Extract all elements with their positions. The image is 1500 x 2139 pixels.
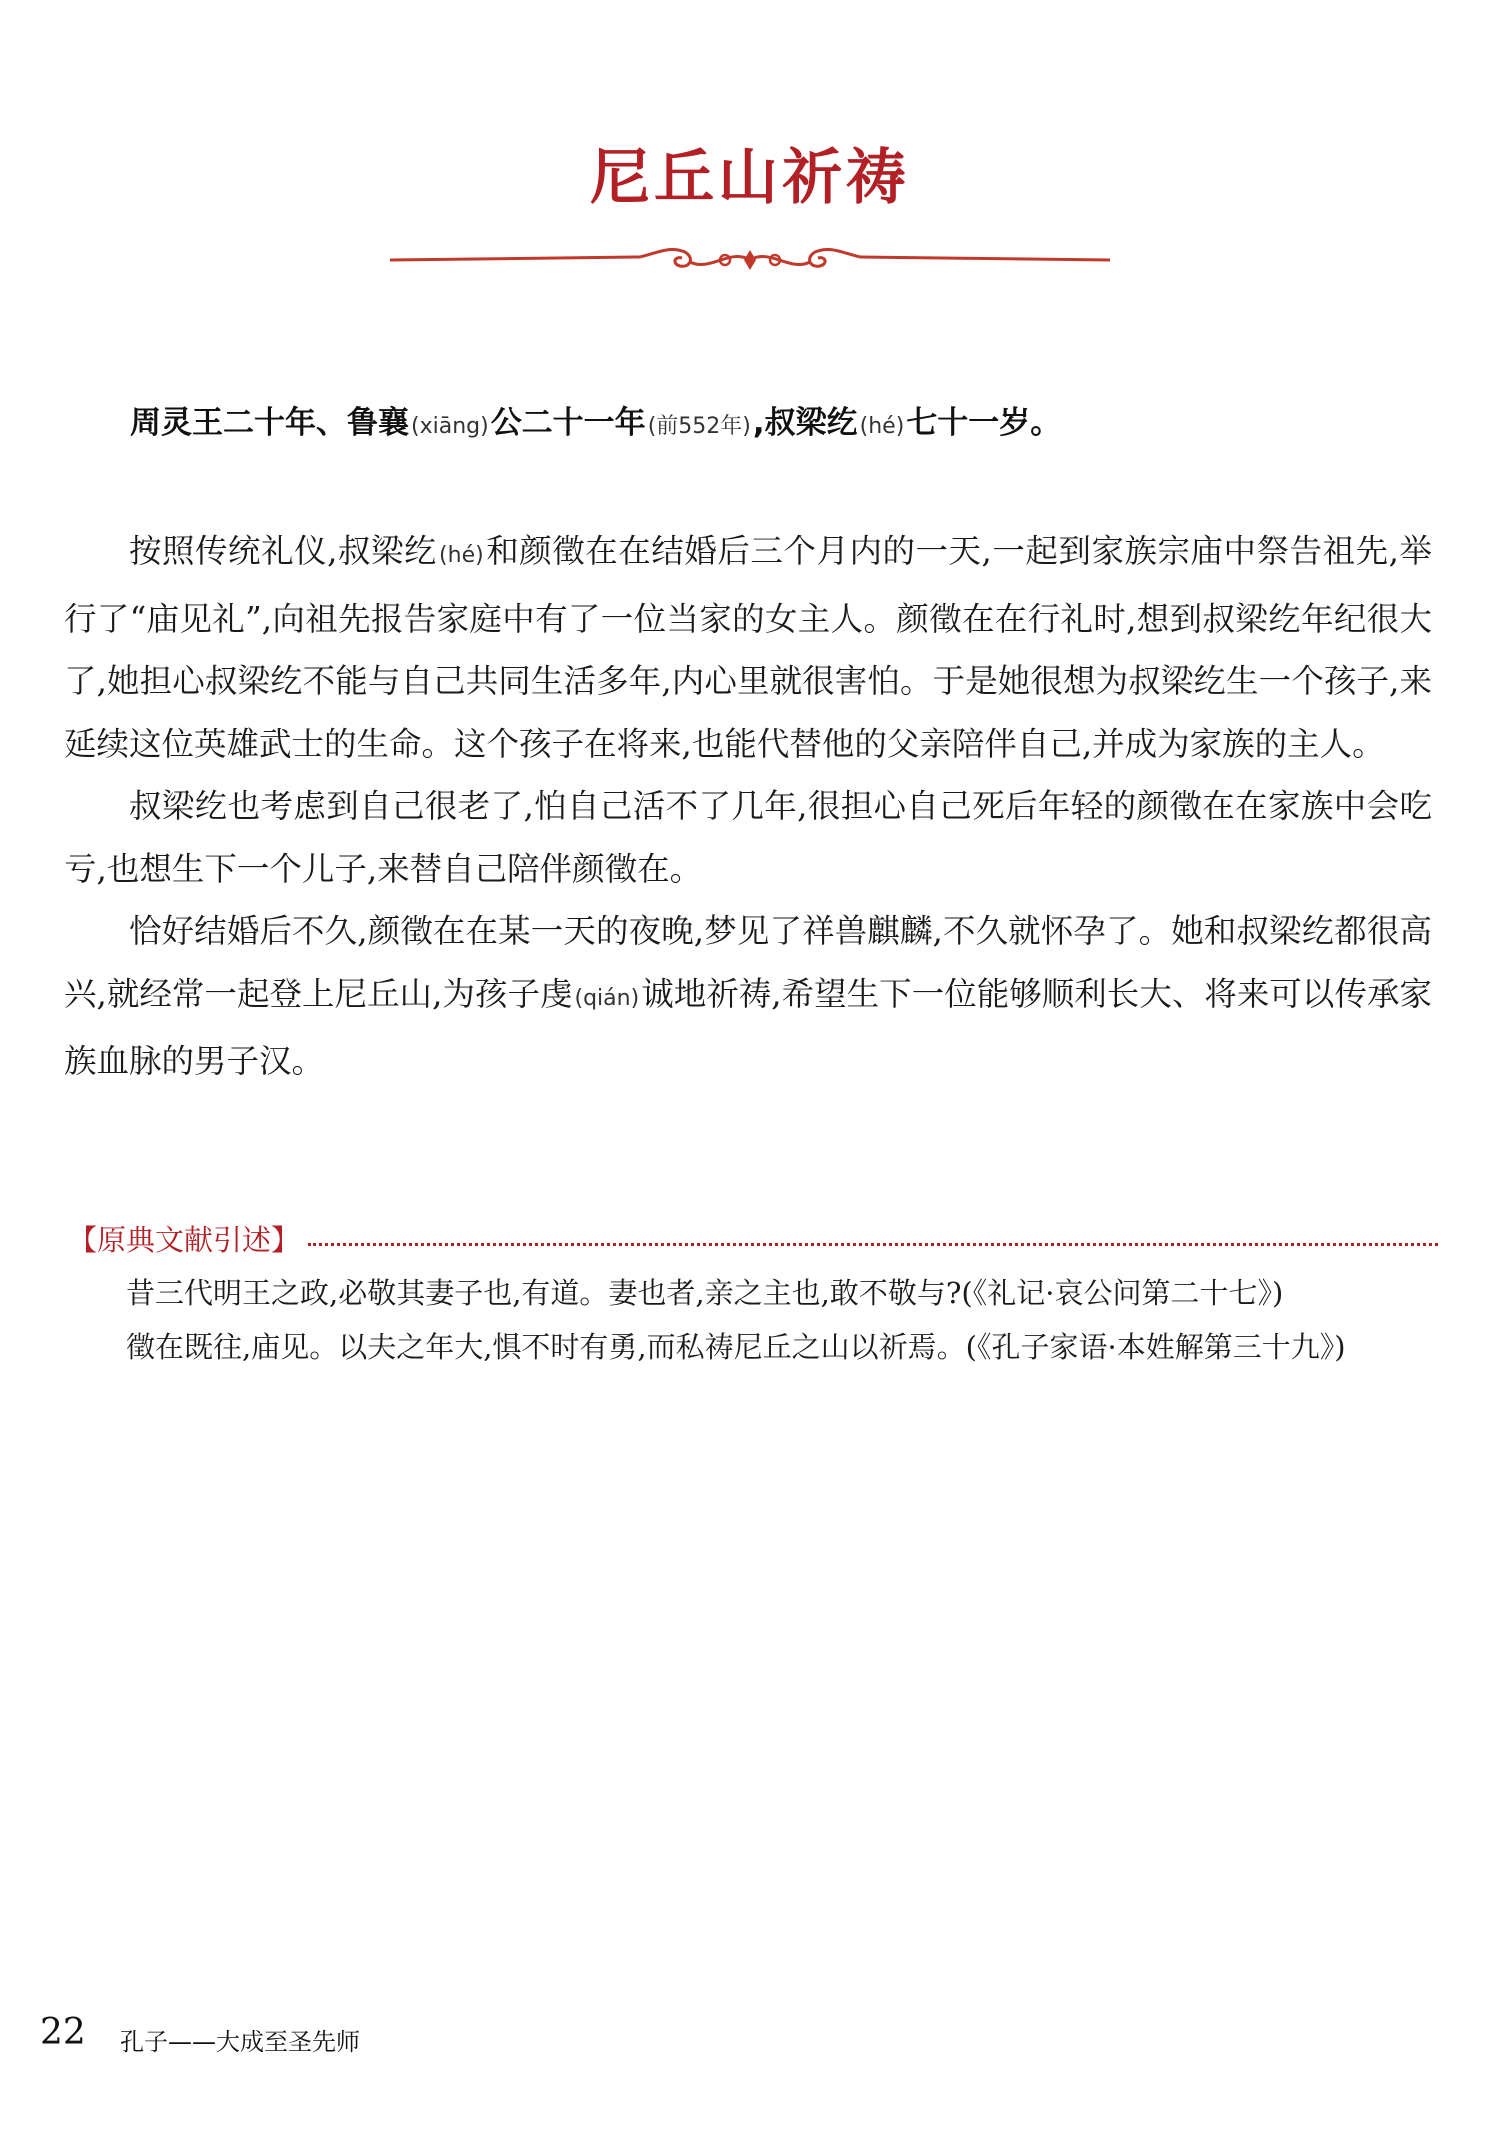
- page-number: 22: [40, 2012, 86, 2053]
- paragraph-3-part-a: 恰好结婚后不久,颜徵在在某一天的夜晚,梦见了祥兽麒麟,不久就怀孕了。她和叔梁纥都很高兴,就经常一起登上尼丘山,为孩子虔: [64, 912, 1432, 1013]
- paragraph-3-part-b: 诚地祈祷,希望生下一位能够顺利长大、将来可以传承家族血脉的男子汉。: [64, 974, 1432, 1080]
- pinyin-annotation: (xiāng): [411, 414, 489, 439]
- paragraph-1-part-a: 按照传统礼仪,叔梁纥: [129, 532, 438, 570]
- intro-text-4: 七十一岁。: [906, 405, 1062, 441]
- source-section-header: [68, 1216, 1438, 1260]
- dotted-divider: [308, 1243, 1438, 1246]
- paragraph-2: 叔梁纥也考虑到自己很老了,怕自己活不了几年,很担心自己死后年轻的颜徵在在家族中会吃亏,也想生下一个儿子,来替自己陪伴颜徵在。: [64, 787, 1432, 888]
- pinyin-annotation: (qián): [574, 985, 640, 1011]
- intro-line: [130, 398, 1430, 452]
- main-text: [64, 520, 1432, 1093]
- source-section-title: 【原典文献引述】: [68, 1222, 301, 1257]
- intro-text-2: 公二十一年: [490, 405, 646, 441]
- book-title-footer: 孔子——大成至圣先师: [120, 2028, 360, 2056]
- paragraph-1-part-b: 和颜徵在在结婚后三个月内的一天,一起到家族宗庙中祭告祖先,举行了“庙见礼”,向祖先报告家庭中有了一位当家的女主人。颜徵在在行礼时,想到叔梁纥年纪很大了,她担心叔梁纥不能与自己共同生活多年,内心里就很害怕。于是她很想为叔梁纥生一个孩子,来延续这位英雄武士的生命。这个孩子在将来,也能代替他的父亲陪伴自己,并成为家族的主人。: [64, 532, 1432, 763]
- intro-text-1: 周灵王二十年、鲁襄: [130, 405, 409, 441]
- paragraph-3: [64, 900, 1432, 1093]
- quote-1: 昔三代明王之政,必敬其妻子也,有道。妻也者,亲之主也,敢不敬与?(《礼记·哀公问第二十七》): [126, 1276, 1284, 1310]
- quote-2: 徵在既往,庙见。以夫之年大,惧不时有勇,而私祷尼丘之山以祈焉。(《孔子家语·本姓解第三十九》): [126, 1330, 1346, 1364]
- title-ornament-divider: [390, 238, 1110, 282]
- intro-text-3: ,叔梁纥: [752, 405, 858, 441]
- paragraph-1: [64, 520, 1432, 775]
- source-quotes: [68, 1268, 1438, 1376]
- year-annotation: (前552年): [647, 414, 751, 439]
- page-title: 尼丘山祈祷: [590, 143, 910, 213]
- pinyin-annotation: (hé): [859, 414, 905, 439]
- pinyin-annotation: (hé): [439, 543, 484, 568]
